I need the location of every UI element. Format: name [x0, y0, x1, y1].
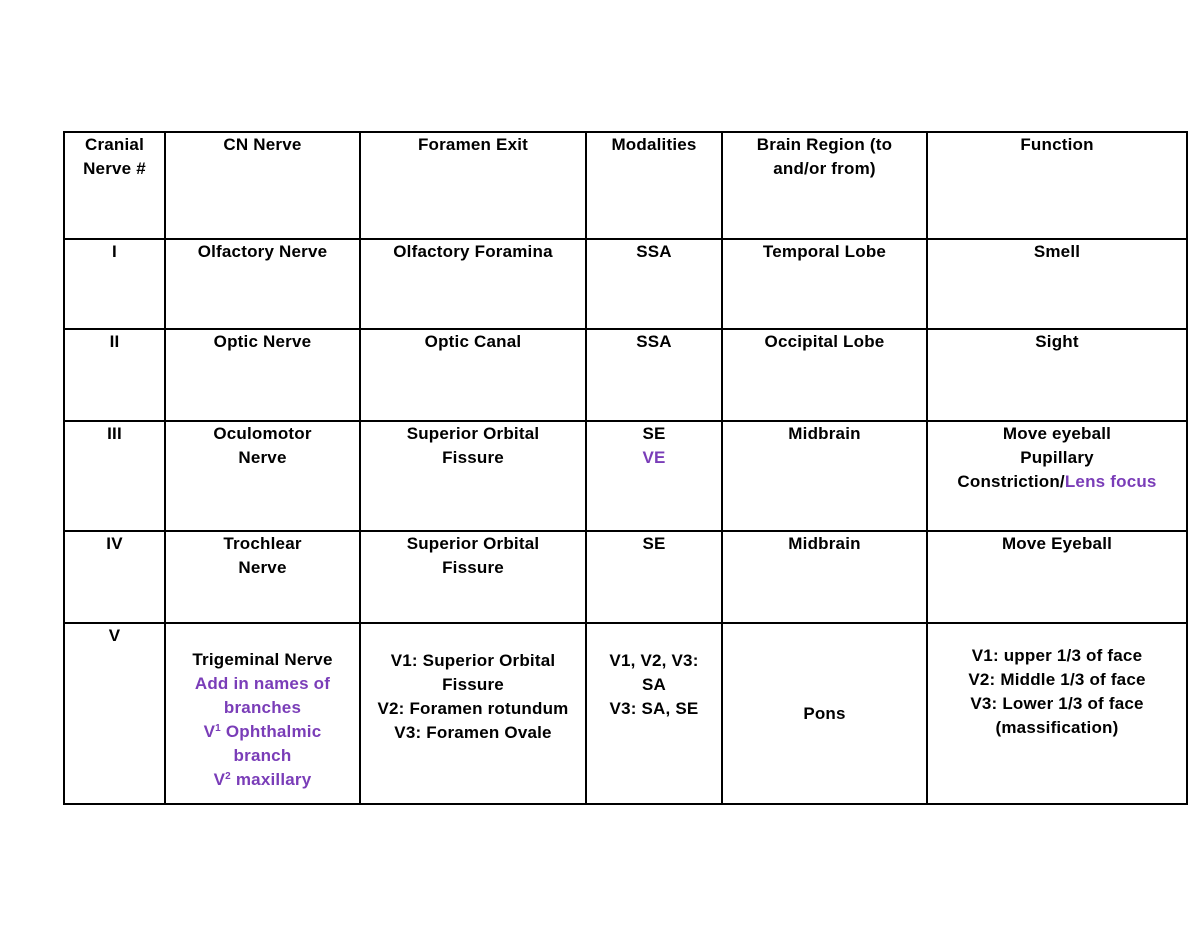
nerve-name [165, 421, 360, 531]
table-row [64, 421, 1187, 531]
branch-superscript: 1 [215, 723, 221, 734]
table-row [64, 239, 1187, 329]
function [927, 623, 1187, 804]
function: Sight [927, 329, 1187, 421]
function-line: Pupillary [1020, 448, 1094, 467]
table-row [64, 329, 1187, 421]
nerve-name: Optic Nerve [165, 329, 360, 421]
foramen-line: V2: Foramen rotundum [377, 699, 569, 718]
function [927, 421, 1187, 531]
branch-v1-cont: branch [233, 746, 292, 765]
nerve-name [165, 531, 360, 623]
branch-prefix: V [203, 722, 216, 741]
foramen-exit [360, 421, 586, 531]
cranial-number: III [64, 421, 165, 531]
brain-region: Pons [722, 623, 927, 804]
header-cn-nerve: CN Nerve [165, 132, 360, 239]
header-modalities: Modalities [586, 132, 722, 239]
branch-text: Ophthalmic [220, 722, 322, 741]
function: Smell [927, 239, 1187, 329]
branch-superscript: 2 [225, 771, 231, 782]
foramen-exit: Optic Canal [360, 329, 586, 421]
function-line: (massification) [995, 718, 1119, 737]
modality [586, 421, 722, 531]
nerve-name-line: Nerve [238, 448, 287, 467]
table-row [64, 623, 1187, 804]
foramen-line: Superior Orbital [406, 534, 540, 553]
foramen-line: Fissure [442, 448, 504, 467]
branch-prefix: V [213, 770, 226, 789]
foramen-line: Fissure [442, 558, 504, 577]
brain-region: Midbrain [722, 531, 927, 623]
modality: SSA [586, 239, 722, 329]
nerve-name-line: Nerve [238, 558, 287, 577]
brain-region: Occipital Lobe [722, 329, 927, 421]
function-line: Move eyeball [1002, 424, 1112, 443]
table-row [64, 531, 1187, 623]
cranial-number: V [64, 623, 165, 804]
foramen-exit [360, 531, 586, 623]
branch-text: maxillary [230, 770, 312, 789]
nerve-name-line: Trigeminal Nerve [192, 650, 333, 669]
modality: SE [586, 531, 722, 623]
modality-line: V3: SA, SE [609, 699, 699, 718]
nerve-name-line: Trochlear [223, 534, 302, 553]
modality: SSA [586, 329, 722, 421]
foramen-line: Superior Orbital [406, 424, 540, 443]
cranial-number: IV [64, 531, 165, 623]
header-row [64, 132, 1187, 239]
nerve-name: Olfactory Nerve [165, 239, 360, 329]
cranial-number: I [64, 239, 165, 329]
foramen-exit [360, 623, 586, 804]
cranial-nerve-table [63, 131, 1188, 805]
function-line: V2: Middle 1/3 of face [968, 670, 1146, 689]
branch-note: branches [223, 698, 302, 717]
function-line: V1: upper 1/3 of face [971, 646, 1143, 665]
brain-region: Midbrain [722, 421, 927, 531]
foramen-line: V3: Foramen Ovale [394, 723, 552, 742]
modality-line: VE [642, 448, 666, 467]
nerve-name-line: Oculomotor [213, 424, 312, 443]
function-line [934, 470, 1180, 494]
nerve-name [165, 623, 360, 804]
function-part: Constriction/ [957, 472, 1065, 491]
modality-line: SE [642, 424, 666, 443]
modality-line: V1, V2, V3: [609, 651, 699, 670]
branch-v1 [172, 720, 353, 744]
brain-region: Temporal Lobe [722, 239, 927, 329]
modality [586, 623, 722, 804]
cranial-number: II [64, 329, 165, 421]
header-function: Function [927, 132, 1187, 239]
branch-v2 [172, 768, 353, 792]
header-foramen-exit: Foramen Exit [360, 132, 586, 239]
branch-note: Add in names of [194, 674, 331, 693]
foramen-line: V1: Superior Orbital Fissure [390, 651, 556, 694]
function-part: Lens focus [1064, 472, 1157, 491]
foramen-exit: Olfactory Foramina [360, 239, 586, 329]
header-brain-region: Brain Region (to and/or from) [722, 132, 927, 239]
function: Move Eyeball [927, 531, 1187, 623]
header-cranial-nerve-number: Cranial Nerve # [64, 132, 165, 239]
modality-line: SA [641, 675, 667, 694]
function-line: V3: Lower 1/3 of face [970, 694, 1144, 713]
